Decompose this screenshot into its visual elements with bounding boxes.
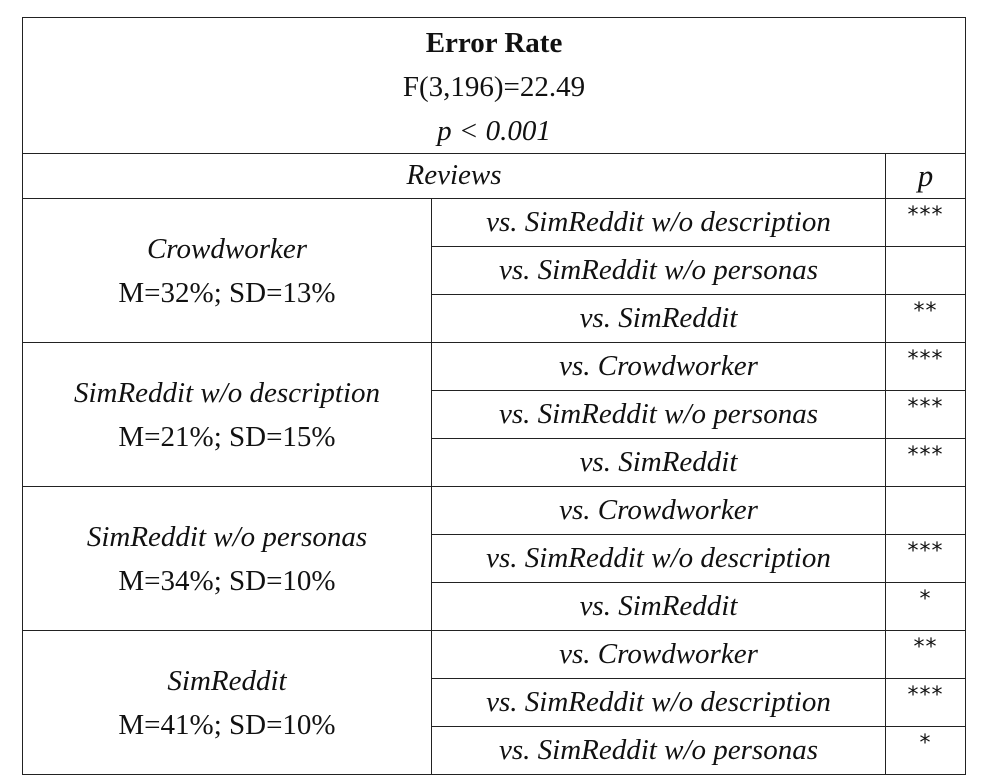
- group-stats: M=34%; SD=10%: [118, 564, 336, 597]
- comparison-label: vs. SimReddit w/o personas: [432, 391, 886, 439]
- table-row: [23, 343, 966, 391]
- comparison-label: vs. SimReddit w/o description: [432, 535, 886, 583]
- group-cell: [23, 487, 432, 631]
- significance-marker: *: [886, 727, 966, 775]
- overall-p-value: p < 0.001: [437, 114, 551, 147]
- significance-marker: [886, 247, 966, 295]
- group-name: SimReddit w/o personas: [86, 520, 368, 553]
- comparison-label: vs. SimReddit: [432, 295, 886, 343]
- comparison-label: vs. SimReddit: [432, 583, 886, 631]
- p-column-header: p: [886, 154, 966, 199]
- comparison-label: vs. SimReddit: [432, 439, 886, 487]
- significance-marker: **: [886, 631, 966, 679]
- significance-marker: ***: [886, 679, 966, 727]
- group-cell: [23, 631, 432, 775]
- group-name: SimReddit: [167, 664, 287, 697]
- reviews-header: Reviews: [23, 154, 886, 199]
- comparison-label: vs. SimReddit w/o description: [432, 199, 886, 247]
- table-row: [23, 631, 966, 679]
- significance-marker: [886, 487, 966, 535]
- significance-marker: ***: [886, 535, 966, 583]
- group-stats: M=32%; SD=13%: [118, 276, 336, 309]
- error-rate-table: [22, 17, 966, 775]
- comparison-label: vs. Crowdworker: [432, 631, 886, 679]
- group-stats: M=41%; SD=10%: [118, 708, 336, 741]
- significance-marker: ***: [886, 343, 966, 391]
- group-cell: [23, 199, 432, 343]
- table-header: [23, 18, 966, 154]
- significance-marker: ***: [886, 439, 966, 487]
- f-statistic: F(3,196)=22.49: [402, 70, 586, 103]
- table-header-row: [23, 18, 966, 154]
- significance-marker: ***: [886, 199, 966, 247]
- table-row: [23, 487, 966, 535]
- comparison-label: vs. SimReddit w/o description: [432, 679, 886, 727]
- comparison-label: vs. Crowdworker: [432, 343, 886, 391]
- group-cell: [23, 343, 432, 487]
- group-name: SimReddit w/o description: [73, 376, 381, 409]
- table-row: [23, 199, 966, 247]
- comparison-label: vs. Crowdworker: [432, 487, 886, 535]
- significance-marker: ***: [886, 391, 966, 439]
- group-name: Crowdworker: [146, 232, 308, 265]
- group-stats: M=21%; SD=15%: [118, 420, 336, 453]
- significance-marker: *: [886, 583, 966, 631]
- significance-marker: **: [886, 295, 966, 343]
- table-title: Error Rate: [425, 26, 563, 59]
- subheader-row: [23, 154, 966, 199]
- comparison-label: vs. SimReddit w/o personas: [432, 727, 886, 775]
- comparison-label: vs. SimReddit w/o personas: [432, 247, 886, 295]
